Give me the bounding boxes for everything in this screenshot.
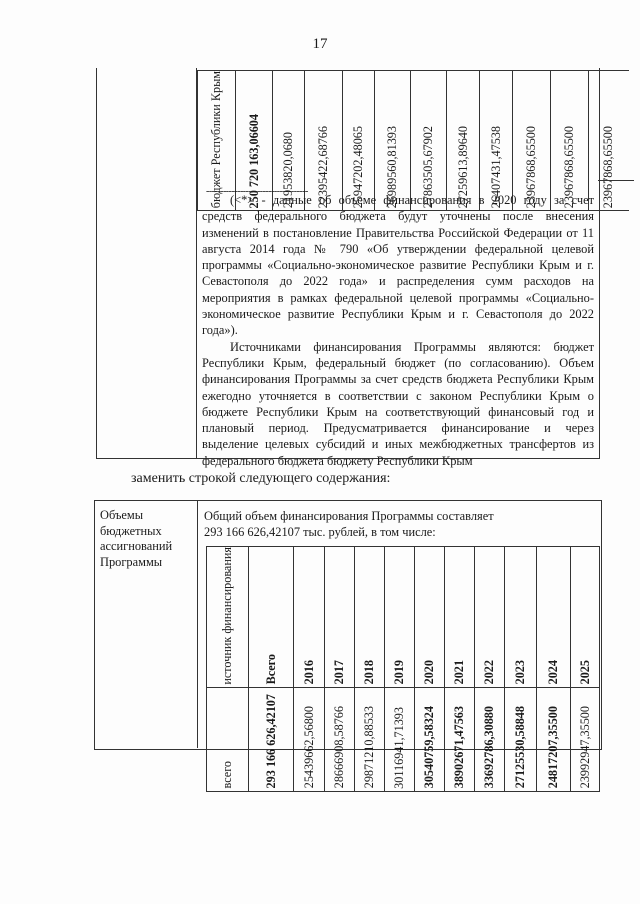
year-value: 30540759,58324 — [422, 706, 436, 789]
year-header: 2021 — [452, 660, 466, 685]
table-cell — [294, 687, 325, 791]
table-cell — [447, 71, 480, 211]
table-cell — [325, 547, 355, 688]
year-header: 2020 — [422, 660, 436, 685]
replace-instruction: заменить строкой следующего содержания: — [131, 471, 391, 486]
year-value: 26407431,47538 — [488, 125, 503, 209]
table-cell — [305, 71, 343, 211]
table-cell — [589, 71, 629, 211]
year-header: 2018 — [362, 660, 376, 685]
funding-intro-line: Общий объем финансирования Программы составляет — [204, 509, 494, 523]
year-value: 25947202,48065 — [351, 125, 365, 209]
table-cell — [480, 71, 513, 211]
table-cell — [513, 71, 551, 211]
new-row-divider — [197, 500, 198, 748]
new-funding-table — [206, 546, 600, 792]
year-header: 2023 — [513, 660, 527, 685]
year-value: 23992947,35500 — [577, 706, 592, 789]
year-value: 25439662,56800 — [301, 706, 316, 789]
year-value: 28666908,58766 — [332, 706, 346, 789]
sources-paragraph: Источниками финансирования Программы являются: бюджет Республики Крым, федеральный бюджет (по согласованию). Объем финансирования Программы за счет средств бюджета Республики Крым ежегодно уточняется в соответствии с законом Республики Крым о бюджете Республики Крым на соответствующий финансовый год и плановый период. Предусматривается финансирование и через выделение целевых субсидий и иных межбюджетных трансфертов из федерального бюджета бюджету Республики Крым — [202, 339, 594, 468]
total-header: Всего — [263, 654, 278, 685]
table-edge-line — [598, 180, 634, 181]
table-cell — [207, 547, 249, 688]
year-value: 21953820,0680 — [281, 132, 295, 209]
table-cell — [375, 71, 411, 211]
table-cell — [505, 687, 537, 791]
table-cell — [571, 687, 600, 791]
year-value: 23967868,65500 — [562, 125, 576, 209]
year-value: 27125530,58848 — [513, 706, 527, 789]
table-cell — [385, 687, 415, 791]
table-row — [207, 687, 600, 791]
year-value: 24817207,35500 — [546, 706, 560, 789]
table-cell — [343, 71, 375, 211]
funding-total-line: 293 166 626,42107 тыс. рублей, в том числе: — [204, 524, 436, 539]
total-value: 250 720 163,06604 — [246, 113, 261, 209]
source-header: бюджет Республики Крым — [209, 71, 223, 209]
table-cell — [355, 687, 385, 791]
table-cell — [249, 547, 294, 688]
year-value: 27863505,67902 — [421, 125, 435, 209]
table-cell — [475, 547, 505, 688]
year-header: 2022 — [482, 660, 496, 685]
source-header: источник финансирования — [220, 547, 234, 685]
year-value: 30116941,71393 — [392, 706, 406, 789]
table-cell — [537, 547, 571, 688]
table-cell — [385, 547, 415, 688]
year-header: 2024 — [546, 660, 560, 685]
table-cell — [551, 71, 589, 211]
year-value: 29871210,88533 — [362, 706, 376, 789]
table-cell — [475, 687, 505, 791]
footnote-paragraph: (<*> - данные об объеме финансирования в 2020 году за счет средств федерального бюджета будут уточнены после внесения изменений в постановление Правительства Российской Федерации от 11 августа 2014 года № 790 «Об утверждении федеральной целевой программы «Социально-экономическое развитие Республики Крым и г. Севастополя до 2022 года» и распределения сумм расходов на мероприятия в рамках федеральной целевой программы «Социально-экономическое развитие Республики Крым и г. Севастополя до 2022 года»). — [202, 193, 594, 338]
year-header: 2016 — [301, 660, 316, 685]
table-cell — [207, 687, 249, 791]
table-cell — [249, 687, 294, 791]
row-source-label: всего — [220, 761, 234, 789]
year-header: 2017 — [332, 660, 346, 685]
row-label: Объемы бюджетных ассигнований Программы — [100, 508, 173, 569]
table-cell — [411, 71, 447, 211]
table-cell — [415, 687, 445, 791]
footnote-separator: ------------------------------------ — [206, 186, 308, 197]
year-value: 33692786,30880 — [482, 706, 496, 789]
table-cell — [294, 547, 325, 688]
year-value: 27259613,89640 — [455, 125, 470, 209]
year-value: 22395422,68766 — [316, 125, 330, 209]
funding-intro — [204, 509, 594, 540]
total-value: 293 166 626,42107 — [263, 694, 278, 789]
table-cell — [505, 547, 537, 688]
year-header: 2019 — [392, 660, 406, 685]
page-number: 17 — [312, 36, 328, 52]
table-header-row — [207, 547, 600, 688]
year-value: 26989560,81393 — [385, 125, 399, 209]
table-cell — [415, 547, 445, 688]
table-cell — [445, 547, 475, 688]
year-value: 23967868,65500 — [601, 125, 616, 209]
table-cell — [445, 687, 475, 791]
old-row-text — [202, 192, 594, 469]
table-cell — [571, 547, 600, 688]
table-cell — [355, 547, 385, 688]
table-cell — [325, 687, 355, 791]
year-value: 23967868,65500 — [524, 125, 538, 209]
year-value: 38902671,47563 — [452, 706, 466, 789]
year-header: 2025 — [577, 660, 592, 685]
table-cell — [537, 687, 571, 791]
